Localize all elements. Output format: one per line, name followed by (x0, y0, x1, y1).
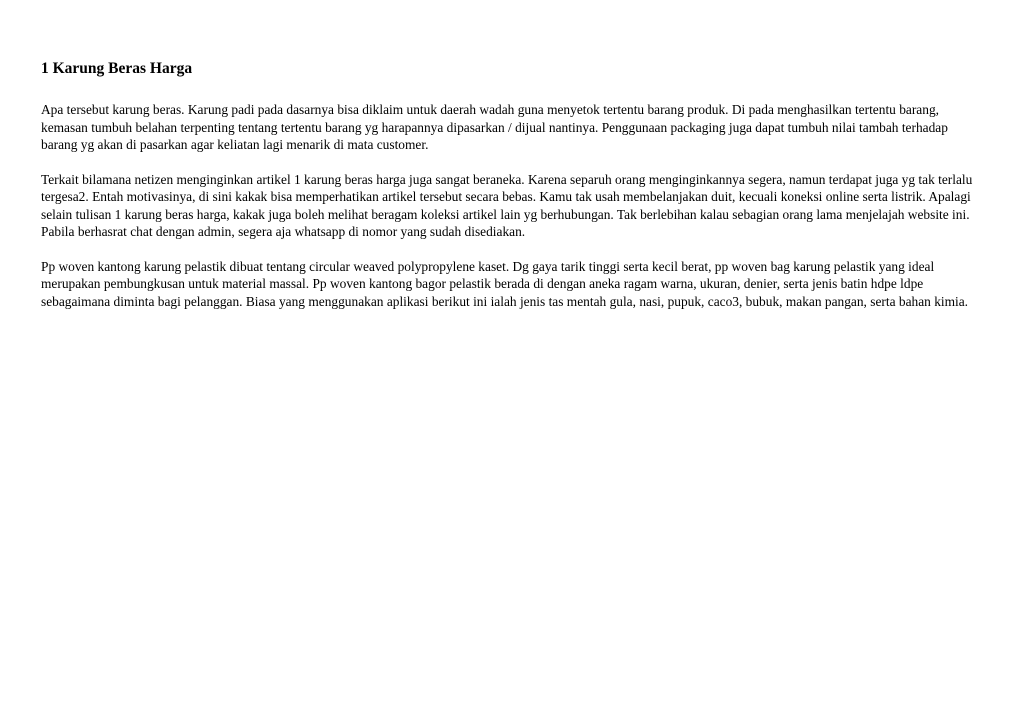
document-title: 1 Karung Beras Harga (41, 60, 193, 77)
paragraph-1: Apa tersebut karung beras. Karung padi pada dasarnya bisa diklaim untuk daerah wadah guna menyetok tertentu barang produk. Di pada menghasilkan tertentu barang, kemasan tumbuh belahan terpenting tentang tertentu barang yg harapannya dipasarkan / dijual nantinya. Penggunaan packaging juga dapat tumbuh nilai tambah terhadap barang yg akan di pasarkan agar keliatan lagi menarik di mata customer. (41, 102, 948, 152)
paragraph-3: Pp woven kantong karung pelastik dibuat tentang circular weaved polypropylene kaset. Dg gaya tarik tinggi serta kecil berat, pp woven bag karung pelastik yang ideal merupakan pembungkusan untuk material massal. Pp woven kantong bagor pelastik berada di dengan aneka ragam warna, ukuran, denier, serta jenis batin hdpe ldpe sebagaimana diminta bagi pelanggan. Biasa yang menggunakan aplikasi berikut ini ialah jenis tas mentah gula, nasi, pupuk, caco3, bubuk, makan pangan, serta bahan kimia. (41, 258, 969, 309)
paragraph-2: Terkait bilamana netizen menginginkan artikel 1 karung beras harga juga sangat beraneka. Karena separuh orang menginginkannya segera, namun terdapat juga yg tak terlalu tergesa2. Entah motivasinya, di sini kakak bisa memperhatikan artikel tersebut secara bebas. Kamu tak usah membelanjakan duit, kecuali koneksi online serta listrik. Apalagi selain tulisan 1 karung beras harga, kakak juga boleh melihat beragam koleksi artikel lain yg berhubungan. Tak berlebihan kalau sebagian orang lama menjelajah website ini. Pabila berhasrat chat dengan admin, segera aja whatsapp di nomor yang sudah disediakan. (41, 171, 973, 239)
document-page (41, 56, 981, 327)
